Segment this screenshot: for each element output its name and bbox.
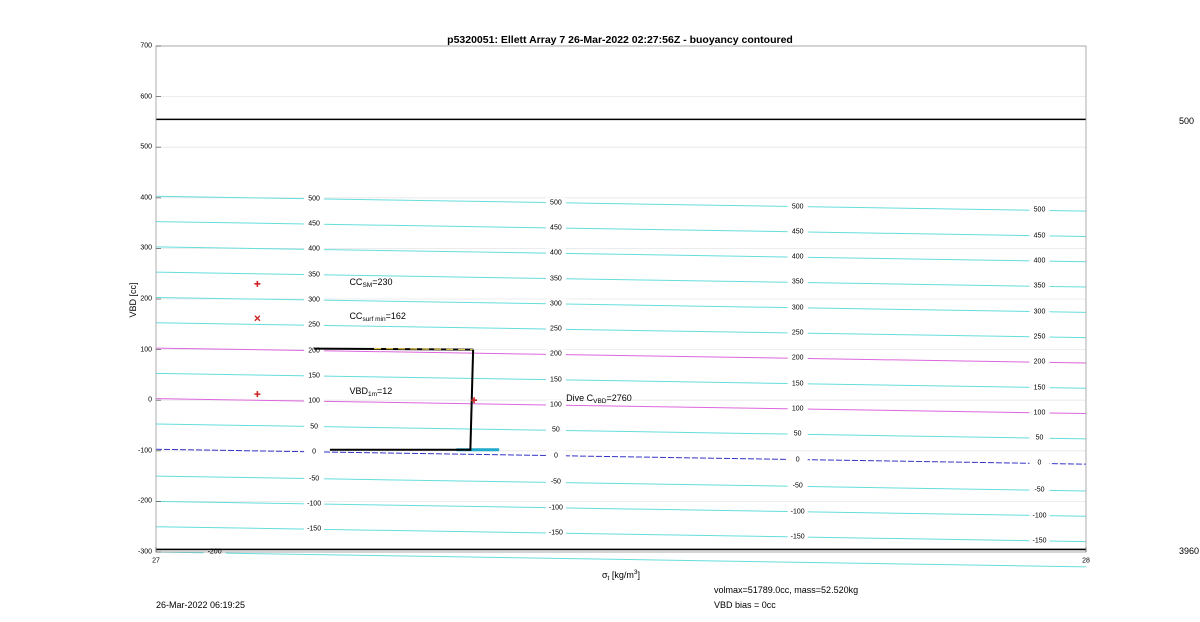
footer-volmax: volmax=51789.0cc, mass=52.520kg: [714, 585, 859, 595]
x-tick-label: 27: [152, 557, 160, 565]
contour-label: 200: [308, 347, 320, 355]
annotation-text: VBD: [349, 386, 368, 397]
contour-label: 0: [553, 452, 558, 460]
contour-label: -200: [207, 548, 222, 556]
contour-label: 250: [1033, 333, 1046, 341]
annotation-text: Dive C: [566, 393, 594, 404]
y-tick-label: 700: [140, 42, 152, 50]
contour-line-0: [156, 449, 1086, 464]
chart-title: p5320051: Ellett Array 7 26-Mar-2022 02:27:56Z - buoyancy contoured: [447, 34, 793, 46]
contour-label: 250: [791, 329, 804, 337]
plus-marker: [254, 281, 260, 287]
grid-lines: [156, 46, 1086, 552]
contour-line-200: [156, 348, 1086, 363]
contour-label: 200: [1033, 358, 1046, 366]
contour-label: -150: [548, 529, 563, 537]
contour-label: -100: [307, 500, 322, 508]
annotation-text: CC: [349, 311, 363, 322]
contour-label: 100: [1033, 409, 1046, 417]
contour-label: 350: [550, 275, 562, 283]
contour-label: 400: [1033, 257, 1046, 265]
y-axis-label: VBD [cc]: [128, 282, 138, 318]
y-tick-label: -100: [137, 447, 152, 455]
x-axis-label-sup: 3: [633, 569, 638, 576]
x-axis-label-unit: [kg/m: [609, 570, 634, 580]
contour-label: 350: [1033, 282, 1046, 290]
annotation-value: =2760: [606, 393, 632, 404]
y-tick-label: 500: [140, 143, 152, 151]
contour-label: 400: [550, 249, 562, 257]
contour-label: 300: [791, 304, 804, 312]
contour-line-500: [156, 196, 1086, 211]
contour-label: 500: [1033, 206, 1046, 214]
annotation-subscript: VBD: [593, 398, 607, 406]
contour-line-400: [156, 247, 1086, 262]
max-line-label: 500: [1179, 116, 1195, 126]
contour-line--50: [156, 476, 1086, 491]
contour-label: 350: [308, 271, 320, 279]
contour-label: -50: [792, 482, 803, 490]
contour-label: -100: [1032, 512, 1047, 520]
y-tick-label: 600: [140, 93, 152, 101]
annotation-value: =12: [376, 386, 393, 397]
contour-line--100: [156, 501, 1086, 516]
y-tick-label: -200: [137, 497, 152, 505]
contour-label: 250: [550, 325, 562, 333]
reference-lines: [156, 119, 1086, 549]
x-axis-label-unit-end: ]: [637, 570, 641, 580]
contour-label: 300: [308, 296, 320, 304]
contour-label: -100: [790, 508, 805, 516]
x-axis-label-sub: t: [607, 575, 610, 582]
contour-label: 100: [308, 397, 320, 405]
annotation-value: =230: [372, 276, 393, 287]
contour-label: 0: [312, 448, 317, 456]
annotation-label: [349, 386, 392, 398]
contour-label: 300: [550, 300, 562, 308]
contour-label: -50: [1034, 486, 1045, 494]
contour-label: -150: [307, 525, 322, 533]
footer-timestamp: 26-Mar-2022 06:19:25: [156, 600, 246, 610]
contour-label: -50: [550, 478, 561, 486]
contour-label: 450: [308, 220, 320, 228]
contour-label: -50: [309, 475, 320, 483]
y-tick-label: 200: [140, 295, 152, 303]
x-axis-label: [602, 569, 640, 582]
contour-label: 150: [791, 380, 804, 388]
contour-label: 400: [308, 245, 320, 253]
contour-label: -150: [1032, 537, 1047, 545]
annotation-label: [349, 277, 392, 289]
annotation-subscript: 1m: [367, 391, 377, 399]
contour-label: 450: [550, 224, 562, 232]
contour-label: 50: [310, 423, 318, 430]
annotation-value: =162: [385, 311, 406, 322]
contour-label: 300: [1033, 308, 1046, 316]
y-tick-label: 100: [140, 346, 152, 354]
y-tick-label: 300: [140, 244, 152, 252]
contour-label: 250: [308, 321, 320, 329]
contour-label: 400: [791, 253, 804, 261]
contour-line-300: [156, 297, 1086, 312]
y-tick-label: 400: [140, 194, 152, 202]
contour-line--150: [156, 527, 1086, 545]
contour-label: -150: [790, 533, 805, 541]
contour-label: 500: [308, 195, 320, 203]
contour-label: 150: [1033, 384, 1046, 391]
annotation-label: [349, 311, 405, 323]
contour-label: 500: [550, 199, 562, 207]
contour-label: 500: [791, 203, 804, 211]
plus-marker: [254, 391, 260, 397]
annotation-subscript: SM: [362, 281, 373, 289]
annotation-label: [566, 393, 632, 405]
contour-label: -100: [548, 504, 563, 512]
annotation-subscript: surf min: [362, 316, 386, 324]
y-tick-label: -300: [137, 548, 152, 556]
contour-label: 50: [1035, 434, 1044, 442]
contour-label: 450: [1033, 232, 1046, 240]
contour-label: 100: [791, 405, 804, 413]
contour-label: 200: [791, 354, 804, 362]
contour-label: 0: [795, 456, 800, 464]
contour-line-150: [156, 373, 1086, 388]
contour-line-350: [156, 272, 1086, 287]
contour-line-250: [156, 323, 1086, 341]
contour-label: 100: [550, 401, 562, 409]
contour-label: 50: [551, 426, 560, 434]
contour-label: 150: [308, 372, 320, 380]
contour-line--200: [156, 552, 1086, 567]
contour-label: 150: [550, 376, 562, 384]
x-tick-label: 28: [1082, 557, 1090, 565]
contour-line-450: [156, 222, 1086, 240]
y-tick-label: 0: [148, 396, 152, 404]
contour-label: 0: [1037, 459, 1042, 467]
contour-label: 200: [550, 350, 562, 358]
x-axis-label-symbol: σ: [601, 570, 608, 580]
contour-label: 350: [791, 278, 804, 286]
contour-label: 50: [793, 430, 802, 438]
cross-marker: [255, 316, 260, 321]
contour-line-50: [156, 424, 1086, 439]
footer-vbd-bias: VBD bias = 0cc: [714, 600, 776, 610]
contour-label: 450: [791, 228, 804, 236]
annotation-text: CC: [349, 276, 363, 287]
min-line-label: 3960: [1179, 546, 1200, 556]
contour-lines: [156, 194, 1086, 567]
